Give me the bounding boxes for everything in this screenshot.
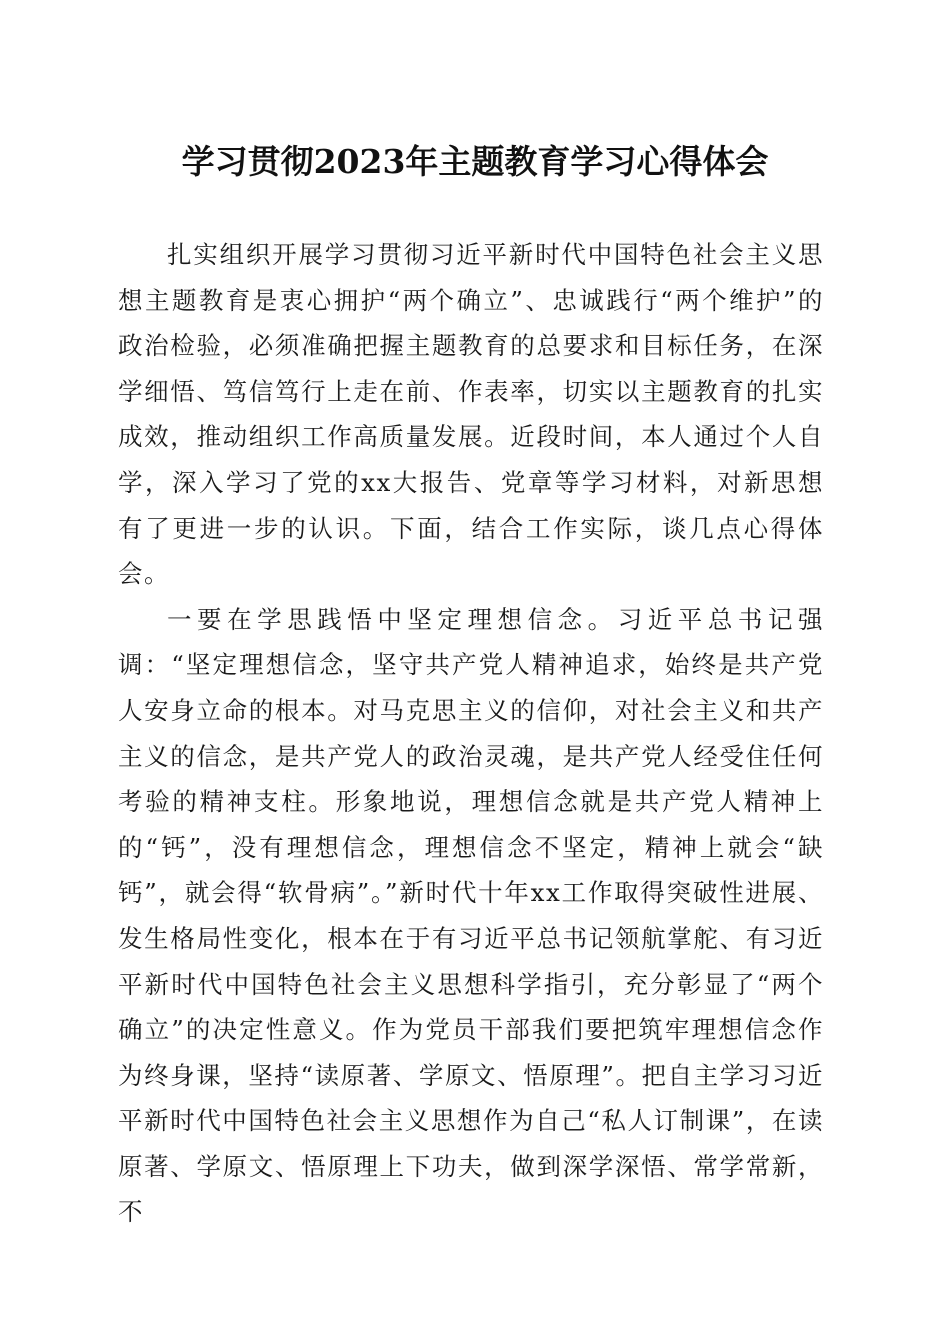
paragraph-point-one: 一要在学思践悟中坚定理想信念。习近平总书记强调：“坚定理想信念，坚守共产党人精神追求，始终是共产党人安身立命的根本。对马克思主义的信仰，对社会主义和共产主义的信念，是共产党人的政治灵魂，是共产党人经受住任何考验的精神支柱。形象地说，理想信念就是共产党人精神上的“钙”，没有理想信念，理想信念不坚定，精神上就会“缺钙”，就会得“软骨病”。”新时代十年xx工作取得突破性进展、发生格局性变化，根本在于有习近平总书记领航掌舵、有习近平新时代中国特色社会主义思想科学指引，充分彰显了“两个确立”的决定性意义。作为党员干部我们要把筑牢理想信念作为终身课，坚持“读原著、学原文、悟原理”。把自主学习习近平新时代中国特色社会主义思想作为自己“私人订制课”，在读原著、学原文、悟原理上下功夫，做到深学深悟、常学常新，不 <box>118 604 824 1227</box>
document-title: 学习贯彻2023年主题教育学习心得体会 <box>181 142 769 181</box>
paragraph-intro: 扎实组织开展学习贯彻习近平新时代中国特色社会主义思想主题教育是衷心拥护“两个确立”、忠诚践行“两个维护”的政治检验，必须准确把握主题教育的总要求和目标任务，在深学细悟、笃信笃行上走在前、作表率，切实以主题教育的扎实成效，推动组织工作高质量发展。近段时间，本人通过个人自学，深入学习了党的xx大报告、党章等学习材料，对新思想有了更进一步的认识。下面，结合工作实际，谈几点心得体会。 <box>118 240 824 589</box>
document-body <box>118 232 824 1235</box>
